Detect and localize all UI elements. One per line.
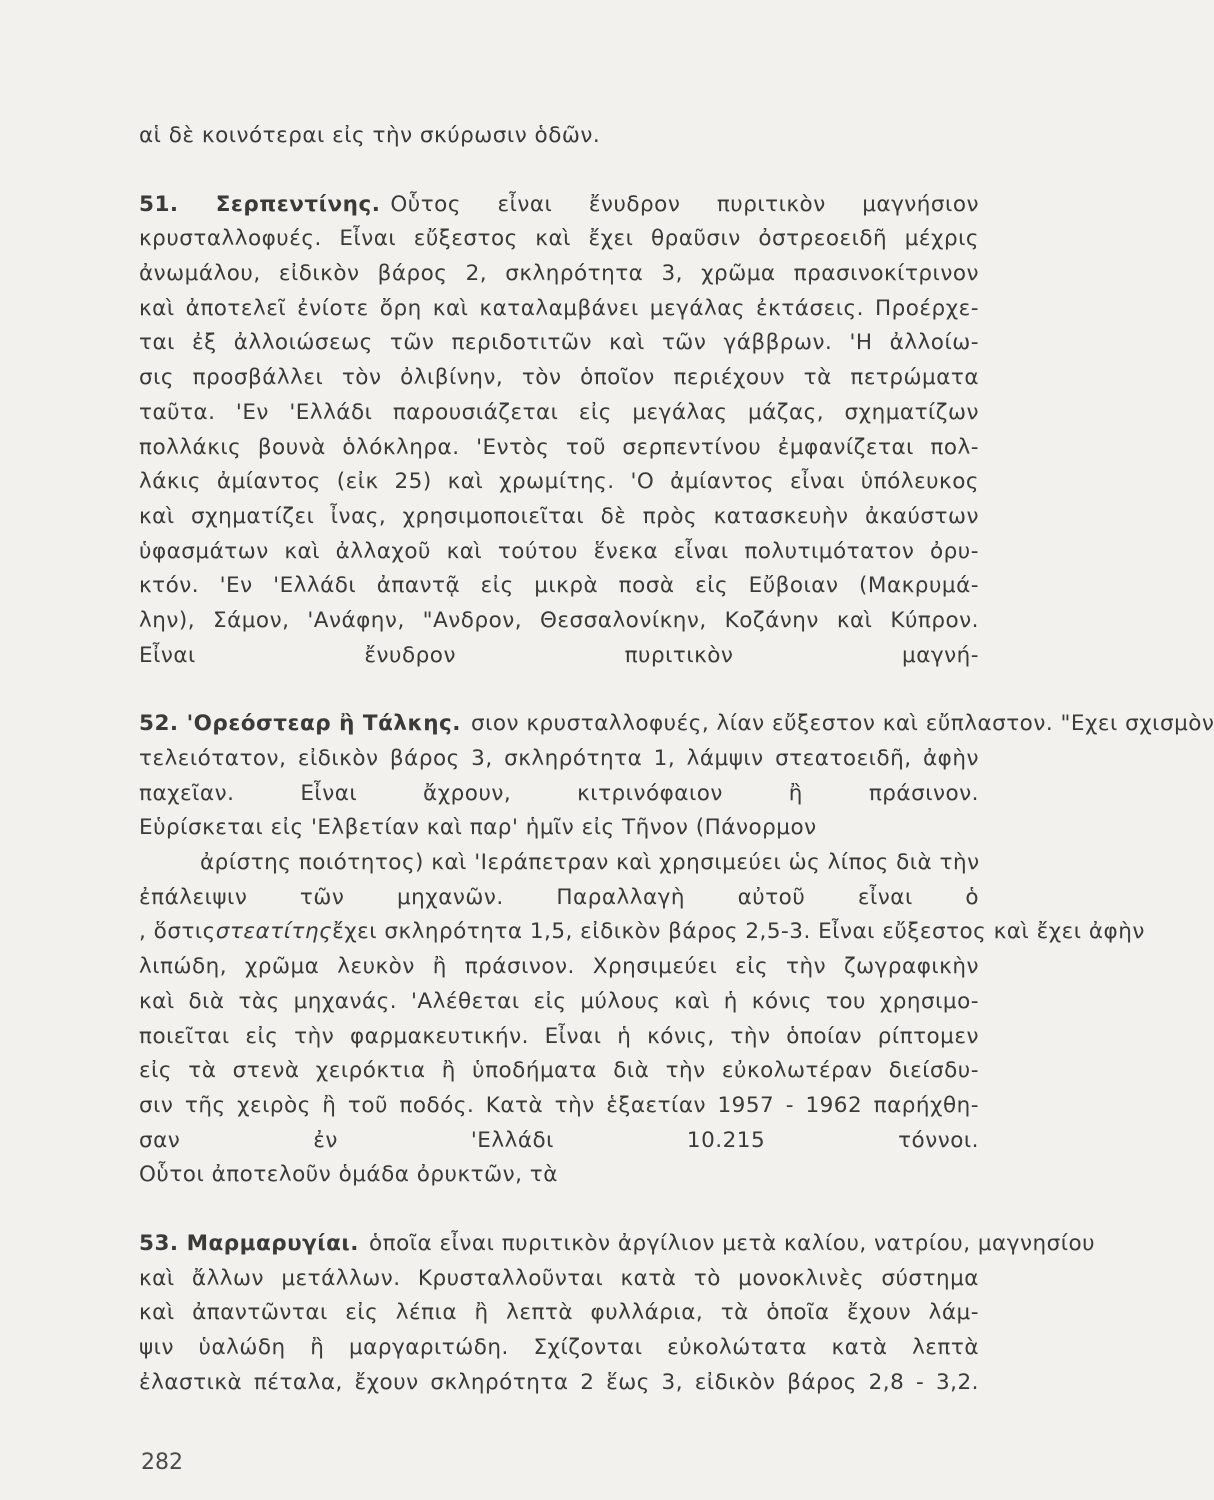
text-line: ταῦτα. 'Εν 'Ελλάδι παρουσιάζεται εἰς μεγάλας μάζας, σχηματίζων [139,399,979,425]
text-line: καὶ ἄλλων μετάλλων. Κρυσταλλοῦνται κατὰ τὸ μονοκλινὲς σύστημα [139,1265,979,1291]
text-line [139,1400,979,1435]
text-line: πολλάκις βουνὰ ὁλόκληρα. 'Εντὸς τοῦ σερπεντίνου ἐμφανίζεται πολ- [139,434,979,460]
text-line: Εἶναι ἔνυδρον πυριτικὸν μαγνή- [139,642,979,668]
text-line: λάκις ἀμίαντος (εἰκ 25) καὶ χρωμίτης. 'Ο ἀμίαντος εἶναι ὑπόλευκος [139,469,979,495]
text-line: λιπώδη, χρῶμα λευκὸν ἢ πράσινον. Χρησιμεύει εἰς τὴν ζωγραφικὴν [139,954,979,980]
text-line: Οὗτοι ἀποτελοῦν ὁμάδα ὀρυκτῶν, τὰ [139,1162,558,1188]
text-line: ψιν ὑαλώδη ἢ μαργαριτώδη. Σχίζονται εὐκολώτατα κατὰ λεπτὰ [139,1335,979,1360]
text-line: παχεῖαν. Εἶναι ἄχρουν, κιτρινόφαιον ἢ πράσινον. [139,780,979,806]
text-line: κτόν. 'Εν 'Ελλάδι ἀπαντᾷ εἰς μικρὰ ποσὰ εἰς Εὔβοιαν (Μακρυμά- [139,573,979,599]
text-line: σιν τῆς χειρὸς ἢ τοῦ ποδός. Κατὰ τὴν ἑξαετίαν 1957 - 1962 παρήχθη- [139,1092,979,1118]
text-line: ἐλαστικὰ πέταλα, ἔχουν σκληρότητα 2 ἕως 3, εἰδικὸν βάρος 2,8 - 3,2. [139,1369,979,1395]
text-line: 53. Μαρμαρυγίαι. ὁποῖα εἶναι πυριτικὸν ἀργίλιον μετὰ καλίου, νατρίου, μαγνησίου [139,1230,1096,1256]
text-line: καὶ ἀποτελεῖ ἐνίοτε ὄρη καὶ καταλαμβάνει μεγάλας ἐκτάσεις. Προέρχε- [139,295,979,321]
text-line: , ὅστιςστεατίτηςἔχει σκληρότητα 1,5, εἰδικὸν βάρος 2,5-3. Εἶναι εὔξεστος καὶ ἔχει ἀφὴν [139,919,1145,945]
text-line: σις προσβάλλει τὸν ὀλιβίνην, τὸν ὁποῖον περιέχουν τὰ πετρώματα [139,365,979,391]
section-heading-53: 53. Μαρμαρυγίαι. [139,1230,359,1256]
text-line: 52. 'Ορεόστεαρ ἢ Τάλκης. σιον κρυσταλλοφυές, λίαν εὔξεστον καὶ εὔπλαστον. "Εχει σχισμὸν [139,711,1214,737]
text-line: ται ἐξ ἀλλοιώσεως τῶν περιδοτιτῶν καὶ τῶν γάββρων. 'Η ἀλλοίω- [139,330,979,356]
text-line: ἐπάλειψιν τῶν μηχανῶν. Παραλλαγὴ αὐτοῦ εἶναι ὁ [139,884,979,910]
text-line: 51. Σερπεντίνης. Οὗτος εἶναι ἔνυδρον πυριτικὸν μαγνήσιον [139,191,979,217]
page-number: 282 [141,1450,183,1475]
body-text [139,119,1214,1435]
text-line: ὑφασμάτων καὶ ἀλλαχοῦ καὶ τούτου ἕνεκα εἶναι πολυτιμότατον ὀρυ- [139,538,979,564]
text-line: καὶ σχηματίζει ἶνας, χρησιμοποιεῖται δὲ πρὸς κατασκευὴν ἀκαύστων [139,503,979,529]
text-line: ποιεῖται εἰς τὴν φαρμακευτικήν. Εἶναι ἡ κόνις, τὴν ὁποίαν ρίπτομεν [139,1023,979,1049]
text-line: καὶ ἀπαντῶνται εἰς λέπια ἢ λεπτὰ φυλλάρια, τὰ ὁποῖα ἔχουν λάμ- [139,1300,979,1326]
text-line: τελειότατον, εἰδικὸν βάρος 3, σκληρότητα 1, λάμψιν στεατοειδῆ, ἀφὴν [139,746,979,771]
text-line: λην), Σάμον, 'Ανάφην, "Ανδρον, Θεσσαλονίκην, Κοζάνην καὶ Κύπρον. [139,607,979,633]
section-heading-52: 52. 'Ορεόστεαρ ἢ Τάλκης. [139,711,461,737]
section-heading-51: 51. Σερπεντίνης. [139,191,381,217]
text-line: σαν ἐν 'Ελλάδι 10.215 τόννοι. [139,1127,979,1153]
text-line: Εὑρίσκεται εἰς 'Ελβετίαν καὶ παρ' ἡμῖν εἰς Τῆνον (Πάνορμον [139,815,817,841]
text-line: καὶ διὰ τὰς μηχανάς. 'Αλέθεται εἰς μύλους καὶ ἡ κόνις του χρησιμο- [139,988,979,1014]
text-line: εἰς τὰ στενὰ χειρόκτια ἢ ὑποδήματα διὰ τὴν εὐκολωτέραν διείσδυ- [139,1058,979,1084]
text-line: ἀρίστης ποιότητος) καὶ 'Ιεράπετραν καὶ χρησιμεύει ὡς λίπος διὰ τὴν [200,850,980,876]
italic-term: στεατίτης [215,919,333,945]
text-line: κρυσταλλοφυές. Εἶναι εὔξεστος καὶ ἔχει θραῦσιν ὀστρεοειδῆ μέχρις [139,226,979,252]
text-line: ἀνωμάλου, εἰδικὸν βάρος 2, σκληρότητα 3, χρῶμα πρασινοκίτρινον [139,261,979,287]
text-line: αἱ δὲ κοινότεραι εἰς τὴν σκύρωσιν ὁδῶν. [139,123,601,148]
